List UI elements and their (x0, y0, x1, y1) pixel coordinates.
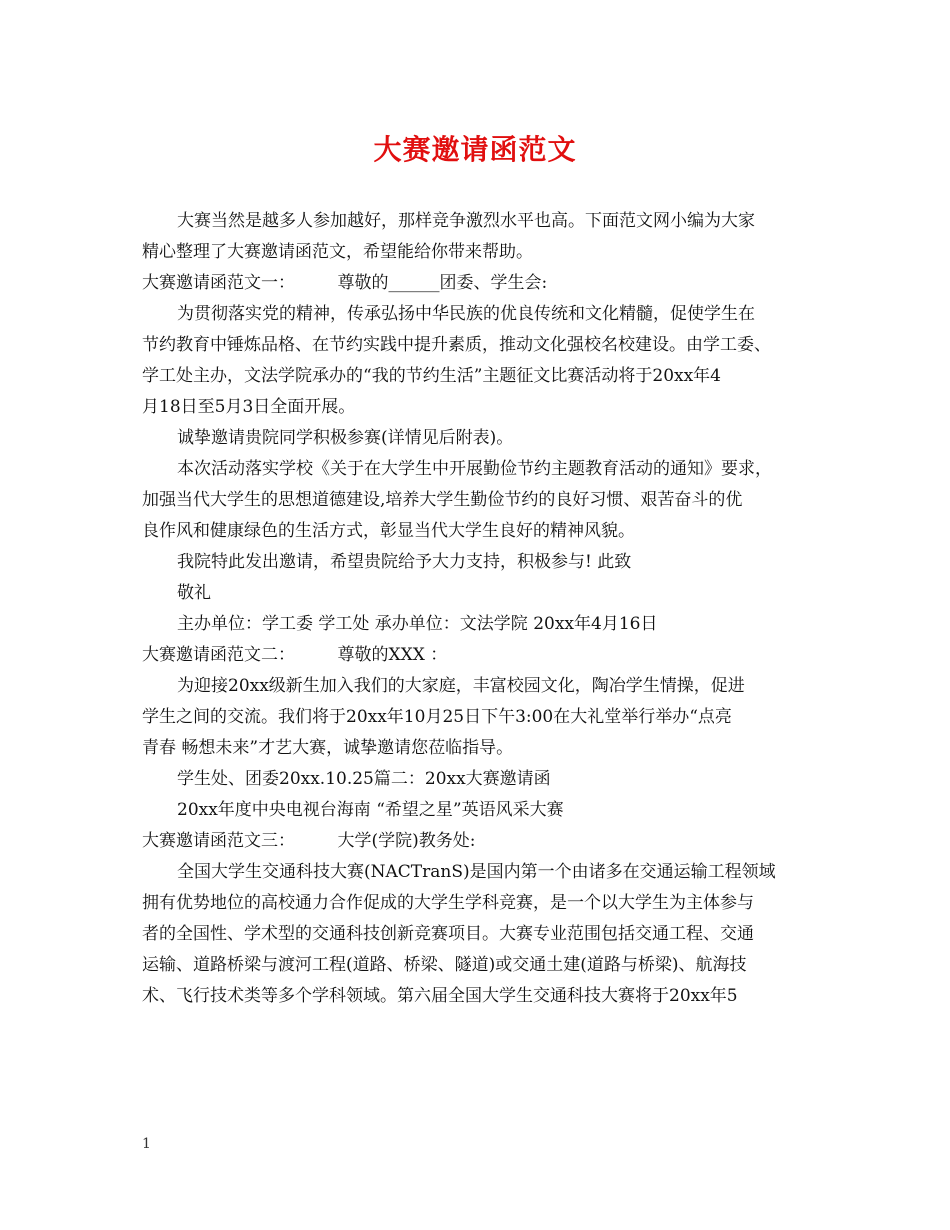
paragraph-line: 为迎接20xx级新生加入我们的大家庭，丰富校园文化，陶冶学生情操，促进 (177, 676, 745, 696)
paragraph-line: 者的全国性、学术型的交通科技创新竞赛项目。大赛专业范围包括交通工程、交通 (142, 924, 754, 944)
document-title: 大赛邀请函范文 (373, 133, 577, 166)
paragraph-line: 为贯彻落实党的精神，传承弘扬中华民族的优良传统和文化精髓，促使学生在 (177, 304, 755, 324)
paragraph-line: 诚挚邀请贵院同学积极参赛(详情见后附表)。 (177, 428, 514, 448)
paragraph-line: 运输、道路桥梁与渡河工程(道路、桥梁、隧道)或交通土建(道路与桥梁)、航海技 (142, 955, 747, 975)
paragraph-line: 学生之间的交流。我们将于20xx年10月25日下午3:00在大礼堂举行举办“点亮 (142, 707, 732, 727)
paragraph-line: 良作风和健康绿色的生活方式，彰显当代大学生良好的精神风貌。 (142, 521, 635, 541)
paragraph-line: 我院特此发出邀请，希望贵院给予大力支持，积极参与! 此致 (177, 552, 632, 572)
page-number: 1 (142, 1136, 151, 1152)
paragraph-line: 本次活动落实学校《关于在大学生中开展勤俭节约主题教育活动的通知》要求， (177, 459, 772, 479)
paragraph-line: 20xx年度中央电视台海南 “希望之星”英语风采大赛 (177, 800, 564, 820)
paragraph-line: 拥有优势地位的高校通力合作促成的大学生学科竞赛，是一个以大学生为主体参与 (142, 893, 754, 913)
section-heading-line: 大赛邀请函范文二： 尊敬的XXX ： (142, 645, 448, 665)
paragraph-line: 大赛当然是越多人参加越好，那样竞争激烈水平也高。下面范文网小编为大家 (177, 211, 755, 231)
paragraph-line: 青春 畅想未来”才艺大赛，诚挚邀请您莅临指导。 (142, 738, 514, 758)
paragraph-line: 精心整理了大赛邀请函范文，希望能给你带来帮助。 (142, 242, 533, 262)
section-heading-line: 大赛邀请函范文三： 大学(学院)教务处: (142, 831, 476, 851)
section-heading-line: 大赛邀请函范文一： 尊敬的______团委、学生会: (142, 273, 548, 293)
paragraph-line: 全国大学生交通科技大赛(NACTranS)是国内第一个由诸多在交通运输工程领域 (177, 862, 776, 882)
document-body (142, 206, 822, 1012)
paragraph-line: 学生处、团委20xx.10.25篇二：20xx大赛邀请函 (177, 769, 551, 789)
paragraph-line: 敬礼 (177, 583, 211, 603)
paragraph-line: 术、飞行技术类等多个学科领域。第六届全国大学生交通科技大赛将于20xx年5 (142, 986, 738, 1006)
paragraph-line: 节约教育中锤炼品格、在节约实践中提升素质，推动文化强校名校建设。由学工委、 (142, 335, 771, 355)
paragraph-line: 学工处主办，文法学院承办的“我的节约生活”主题征文比赛活动将于20xx年4 (142, 366, 722, 386)
paragraph-line: 加强当代大学生的思想道德建设,培养大学生勤俭节约的良好习惯、艰苦奋斗的优 (142, 490, 743, 510)
paragraph-line: 主办单位：学工委 学工处 承办单位：文法学院 20xx年4月16日 (177, 614, 658, 634)
paragraph-line: 月18日至5月3日全面开展。 (142, 397, 356, 417)
